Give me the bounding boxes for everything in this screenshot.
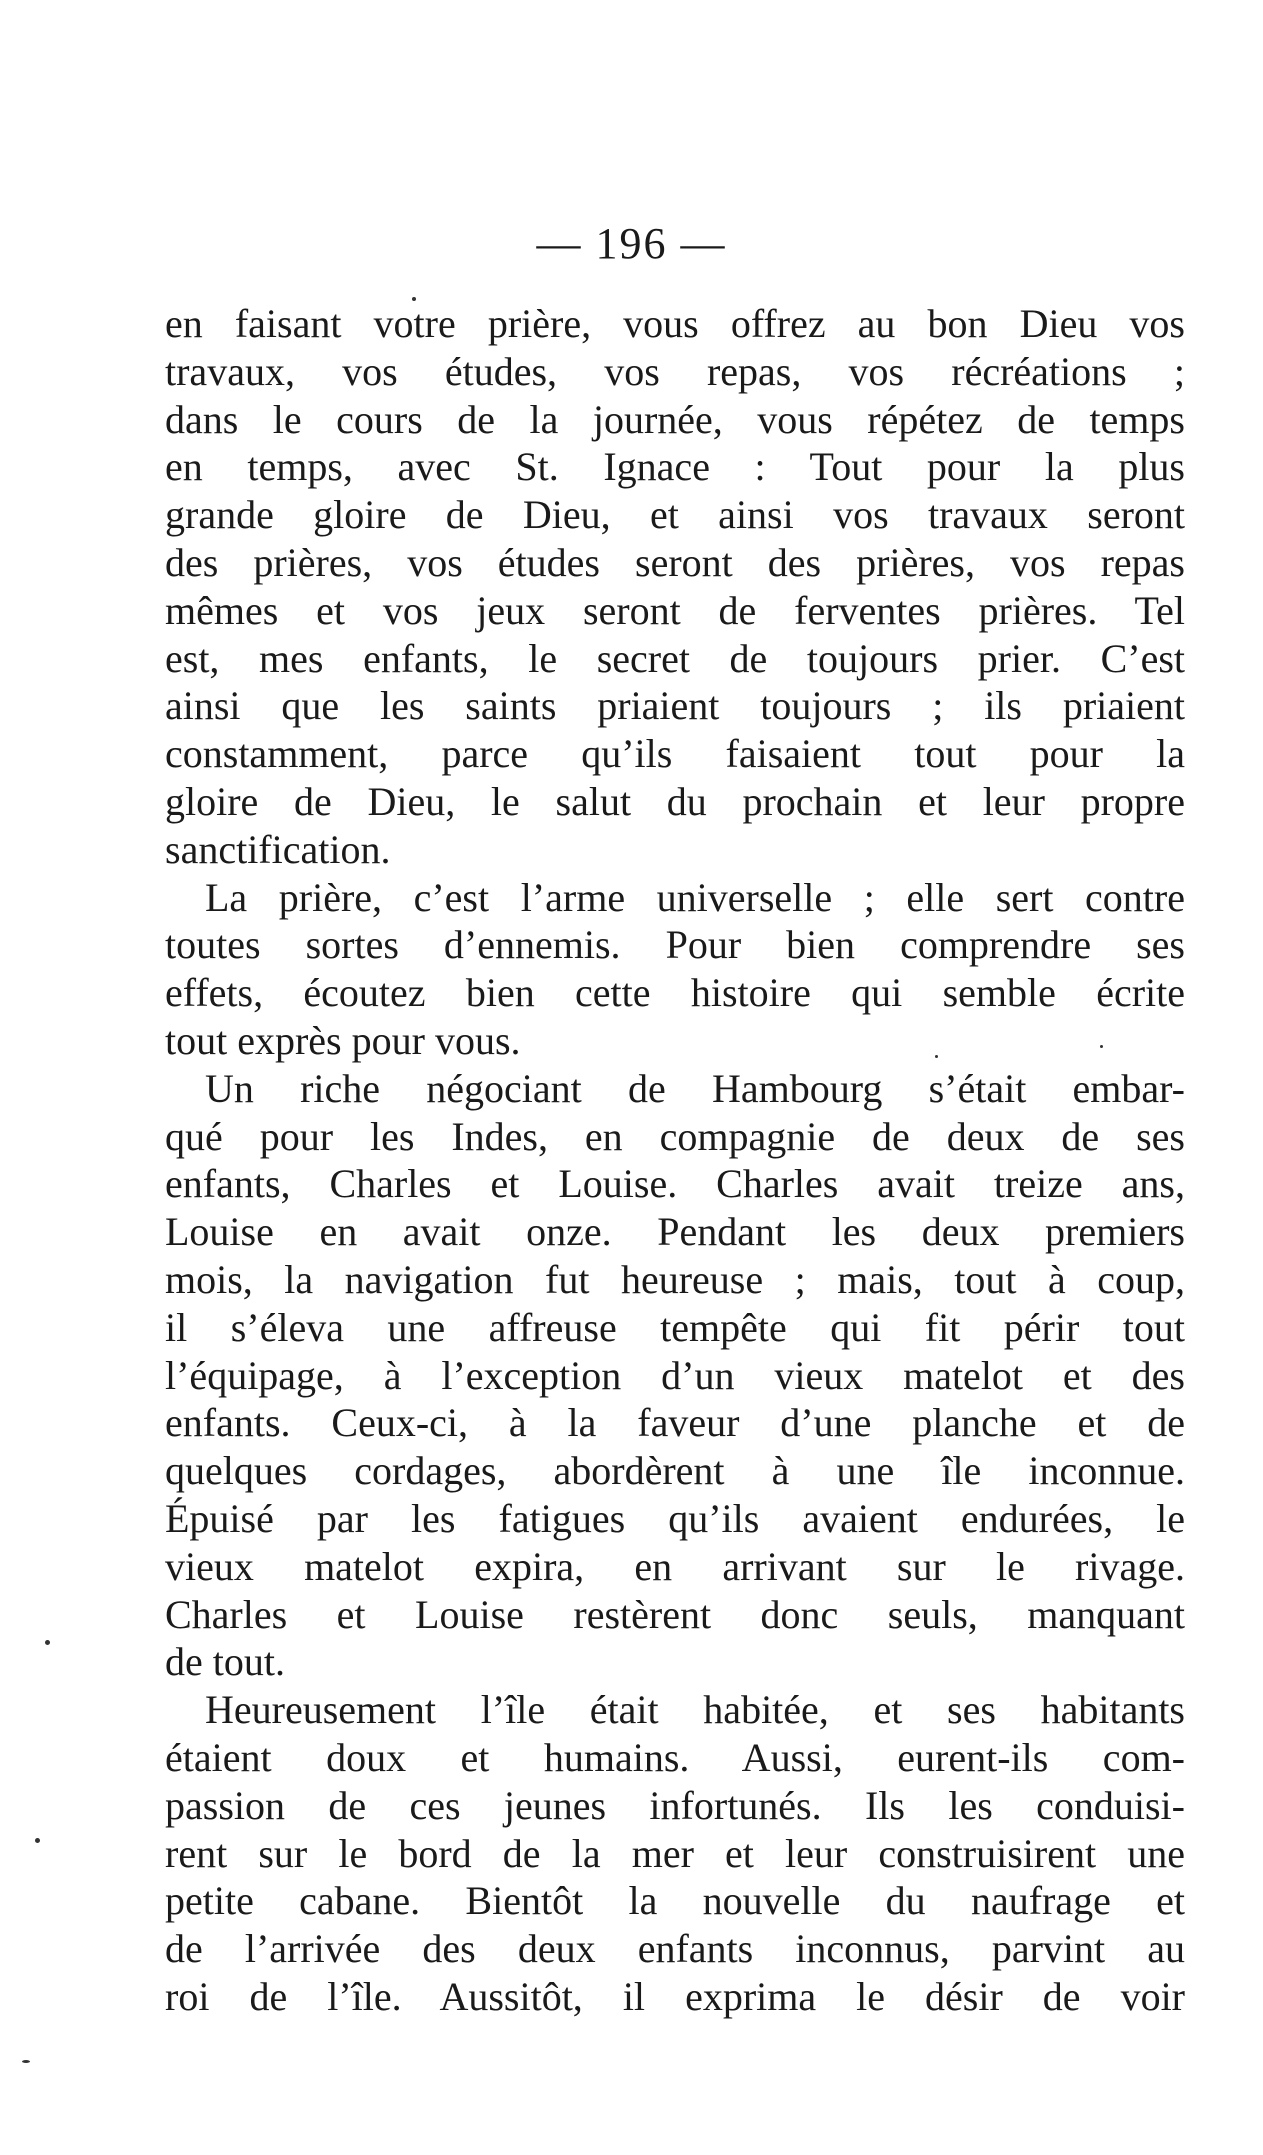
text-line: Épuisé par les fatigues qu’ils avaient endurées, le — [165, 1495, 1185, 1541]
text-line: grande gloire de Dieu, et ainsi vos travaux seront — [165, 492, 1185, 538]
text-line: de tout. — [165, 1639, 285, 1685]
text-line: roi de l’île. Aussitôt, il exprima le désir de voir — [165, 1973, 1185, 2019]
text-line: toutes sortes d’ennemis. Pour bien comprendre ses — [165, 922, 1185, 968]
text-line: sanctification. — [165, 826, 391, 872]
text-line: effets, écoutez bien cette histoire qui semble écrite — [165, 970, 1185, 1016]
body-text — [165, 300, 1185, 2021]
scan-speck — [35, 1838, 40, 1843]
text-line: étaient doux et humains. Aussi, eurent-ils com- — [165, 1734, 1185, 1780]
scan-speck — [45, 1640, 50, 1645]
text-line: enfants. Ceux-ci, à la faveur d’une planche et de — [165, 1400, 1185, 1446]
text-line: travaux, vos études, vos repas, vos récréations ; — [165, 348, 1185, 394]
text-line: constamment, parce qu’ils faisaient tout pour la — [165, 731, 1185, 777]
text-line: Louise en avait onze. Pendant les deux premiers — [165, 1209, 1185, 1255]
text-line: petite cabane. Bientôt la nouvelle du naufrage et — [165, 1878, 1185, 1924]
text-line: ainsi que les saints priaient toujours ; ils priaient — [165, 683, 1185, 729]
text-line: passion de ces jeunes infortunés. Ils les conduisi- — [165, 1782, 1185, 1828]
scan-speck — [22, 2060, 30, 2063]
text-line: Heureusement l’île était habitée, et ses habitants — [205, 1687, 1185, 1733]
text-line: quelques cordages, abordèrent à une île inconnue. — [165, 1448, 1185, 1494]
scan-speck — [1100, 1045, 1103, 1048]
text-line: enfants, Charles et Louise. Charles avait treize ans, — [165, 1161, 1185, 1207]
text-line: tout exprès pour vous. — [165, 1017, 521, 1063]
text-line: des prières, vos études seront des prières, vos repas — [165, 539, 1185, 585]
text-line: Un riche négociant de Hambourg s’était embar- — [205, 1065, 1185, 1111]
text-line: il s’éleva une affreuse tempête qui fit périr tout — [165, 1304, 1185, 1350]
text-line: de l’arrivée des deux enfants inconnus, parvint au — [165, 1926, 1185, 1972]
text-line: vieux matelot expira, en arrivant sur le rivage. — [165, 1543, 1185, 1589]
scan-speck — [935, 1055, 938, 1058]
text-line: dans le cours de la journée, vous répétez de temps — [165, 396, 1185, 442]
page-number: — 196 — — [536, 219, 727, 268]
text-line: Charles et Louise restèrent donc seuls, manquant — [165, 1591, 1185, 1637]
text-line: rent sur le bord de la mer et leur construisirent une — [165, 1830, 1185, 1876]
text-line: est, mes enfants, le secret de toujours prier. C’est — [165, 635, 1185, 681]
text-line: qué pour les Indes, en compagnie de deux de ses — [165, 1113, 1185, 1159]
text-line: mêmes et vos jeux seront de ferventes prières. Tel — [165, 587, 1185, 633]
text-line: mois, la navigation fut heureuse ; mais, tout à coup, — [165, 1256, 1185, 1302]
text-line: l’équipage, à l’exception d’un vieux matelot et des — [165, 1352, 1185, 1398]
scan-speck — [412, 297, 416, 301]
text-line: en temps, avec St. Ignace : Tout pour la plus — [165, 444, 1185, 490]
text-line: en faisant votre prière, vous offrez au bon Dieu vos — [165, 301, 1185, 346]
text-line: La prière, c’est l’arme universelle ; elle sert contre — [205, 874, 1185, 920]
text-line: gloire de Dieu, le salut du prochain et leur propre — [165, 778, 1185, 824]
